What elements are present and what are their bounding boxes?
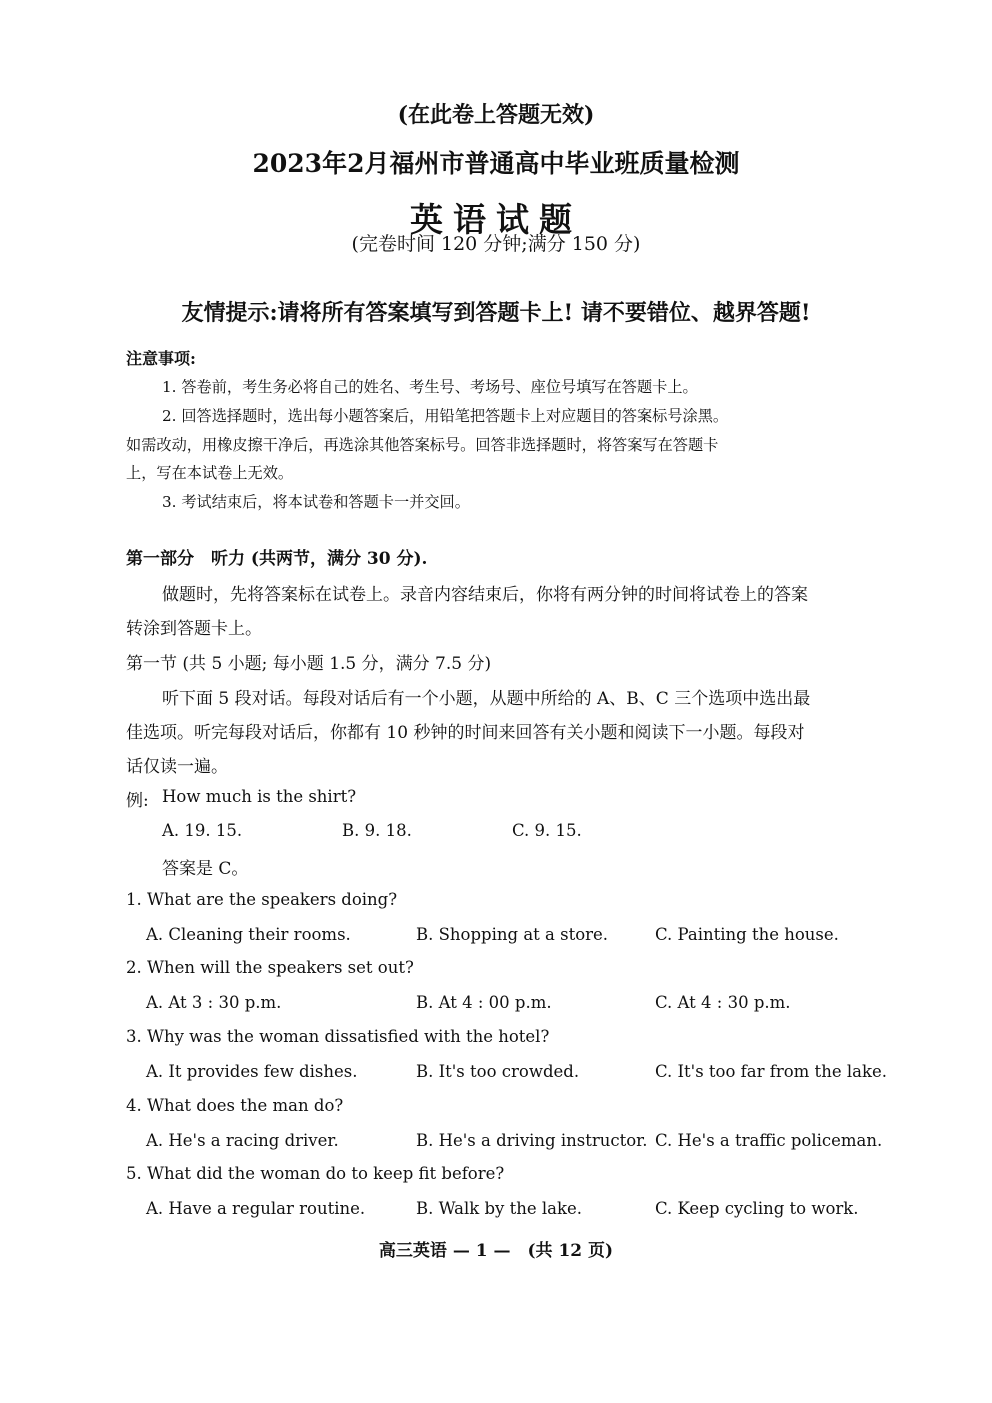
- page-footer: 高三英语 — 1 — (共 12 页): [378, 1241, 614, 1261]
- instruction-line: 听下面 5 段对话。每段对话后有一个小题，从题中所给的 A、B、C 三个选项中选出最: [162, 689, 811, 709]
- question-5-option-a: A. Have a regular routine.: [146, 1199, 366, 1218]
- part1-heading: 第一部分 听力 (共两节，满分 30 分).: [126, 549, 428, 569]
- example-question: How much is the shirt?: [162, 787, 357, 806]
- invalid-note: (在此卷上答题无效): [397, 102, 595, 128]
- note-line: 1. 答卷前，考生务必将自己的姓名、考生号、考场号、座位号填写在答题卡上。: [162, 378, 698, 396]
- question-2-option-b: B. At 4 : 00 p.m.: [416, 993, 552, 1012]
- question-4: 4. What does the man do?: [126, 1096, 344, 1115]
- question-5: 5. What did the woman do to keep fit before?: [126, 1164, 505, 1183]
- example-option-c: C. 9. 15.: [512, 821, 582, 840]
- notes-heading: 注意事项:: [126, 349, 196, 368]
- instruction-line: 做题时，先将答案标在试卷上。录音内容结束后，你将有两分钟的时间将试卷上的答案: [162, 585, 808, 605]
- question-4-option-b: B. He's a driving instructor.: [416, 1131, 648, 1150]
- note-line: 3. 考试结束后，将本试卷和答题卡一并交回。: [162, 493, 470, 511]
- example-option-b: B. 9. 18.: [342, 821, 412, 840]
- question-1-option-b: B. Shopping at a store.: [416, 925, 609, 944]
- question-1-option-c: C. Painting the house.: [655, 925, 839, 944]
- question-4-option-a: A. He's a racing driver.: [146, 1131, 339, 1150]
- subject-title: 英语试题: [410, 200, 582, 239]
- question-3-option-b: B. It's too crowded.: [416, 1062, 580, 1081]
- instruction-line: 佳选项。听完每段对话后，你都有 10 秒钟的时间来回答有关小题和阅读下一小题。每段对: [126, 723, 805, 743]
- example-answer: 答案是 C。: [162, 859, 249, 879]
- question-2-option-c: C. At 4 : 30 p.m.: [655, 993, 791, 1012]
- example-option-a: A. 19. 15.: [162, 821, 243, 840]
- friendly-reminder: 友情提示:请将所有答案填写到答题卡上! 请不要错位、越界答题!: [181, 300, 811, 326]
- question-2: 2. When will the speakers set out?: [126, 958, 414, 977]
- instruction-line: 转涂到答题卡上。: [126, 619, 262, 639]
- question-2-option-a: A. At 3 : 30 p.m.: [146, 993, 282, 1012]
- note-line: 上，写在本试卷上无效。: [126, 464, 294, 482]
- question-4-option-c: C. He's a traffic policeman.: [655, 1131, 883, 1150]
- note-line: 如需改动，用橡皮擦干净后，再选涂其他答案标号。回答非选择题时，将答案写在答题卡: [126, 436, 719, 454]
- question-1: 1. What are the speakers doing?: [126, 890, 398, 909]
- question-3-option-a: A. It provides few dishes.: [146, 1062, 358, 1081]
- note-line: 2. 回答选择题时，选出每小题答案后，用铅笔把答题卡上对应题目的答案标号涂黑。: [162, 407, 729, 425]
- question-5-option-b: B. Walk by the lake.: [416, 1199, 583, 1218]
- example-label: 例:: [126, 791, 149, 811]
- question-3: 3. Why was the woman dissatisfied with the hotel?: [126, 1027, 550, 1046]
- question-1-option-a: A. Cleaning their rooms.: [146, 925, 351, 944]
- question-3-option-c: C. It's too far from the lake.: [655, 1062, 887, 1081]
- exam-duration: (完卷时间 120 分钟;满分 150 分): [351, 233, 641, 255]
- exam-title: 2023年2月福州市普通高中毕业班质量检测: [252, 149, 740, 178]
- section1-heading: 第一节 (共 5 小题; 每小题 1.5 分，满分 7.5 分): [126, 654, 492, 674]
- question-5-option-c: C. Keep cycling to work.: [655, 1199, 859, 1218]
- instruction-line: 话仅读一遍。: [126, 757, 228, 777]
